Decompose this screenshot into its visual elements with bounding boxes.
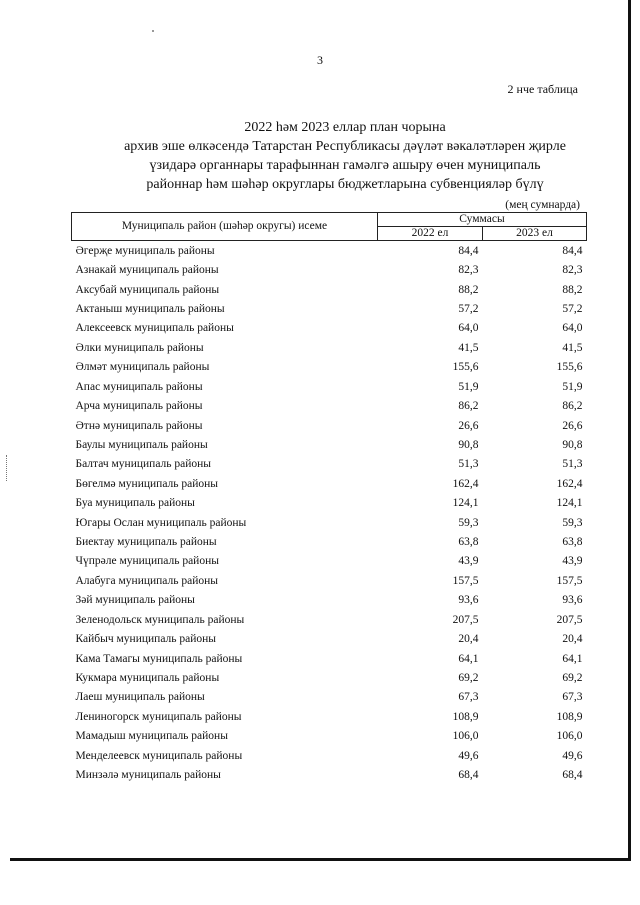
table-row [72, 474, 587, 493]
amount-2023: 49,6 [562, 749, 583, 762]
amount-2023: 90,8 [562, 438, 583, 451]
district-name: Әтнә муниципаль районы [75, 419, 203, 432]
table-label: 2 нче таблица [507, 82, 578, 96]
title-line: 2022 һәм 2023 еллар план чорына [244, 120, 446, 135]
amount-2022: 155,6 [452, 361, 479, 374]
units-note: (мең сумнарда) [505, 199, 580, 211]
amount-2023: 67,3 [562, 691, 583, 704]
district-name: Кайбыч муниципаль районы [75, 633, 217, 646]
amount-2022: 207,5 [452, 613, 479, 626]
table-row [72, 260, 587, 279]
table-row [72, 493, 587, 512]
district-name: Лениногорск муниципаль районы [75, 710, 242, 723]
amount-2023: 51,9 [562, 380, 583, 393]
amount-2022: 88,2 [458, 283, 479, 296]
amount-2022: 90,8 [458, 438, 479, 451]
amount-2023: 124,1 [556, 497, 583, 510]
table-row [72, 532, 587, 551]
amount-2023: 162,4 [556, 477, 583, 490]
table-row [72, 629, 587, 648]
district-name: Апас муниципаль районы [75, 380, 203, 393]
amount-2023: 43,9 [562, 555, 583, 568]
page-number: 3 [317, 53, 323, 67]
amount-2023: 157,5 [556, 574, 583, 587]
scan-speck [152, 30, 154, 32]
district-name: Баулы муниципаль районы [75, 438, 208, 451]
amount-2022: 84,4 [458, 244, 479, 257]
column-header-sum: Суммасы [378, 213, 587, 227]
table-row [72, 358, 587, 377]
table-row [72, 396, 587, 415]
amount-2022: 108,9 [452, 710, 479, 723]
amount-2023: 41,5 [562, 341, 583, 354]
amount-2022: 51,9 [458, 380, 479, 393]
title-line: районнар һәм шәһәр округлары бюджетларына субвенцияләр бүлү [146, 177, 544, 192]
amount-2023: 93,6 [562, 594, 583, 607]
district-name: Әгерҗе муниципаль районы [75, 244, 215, 257]
subvention-table [71, 212, 587, 785]
amount-2023: 64,0 [562, 322, 583, 335]
table-body [72, 241, 587, 785]
amount-2022: 20,4 [458, 633, 479, 646]
amount-2022: 49,6 [458, 749, 479, 762]
district-name: Лаеш муниципаль районы [75, 691, 205, 704]
amount-2023: 86,2 [562, 400, 583, 413]
table-row [72, 377, 587, 396]
amount-2023: 51,3 [562, 458, 583, 471]
district-name: Зеленодольск муниципаль районы [75, 613, 245, 626]
district-name: Бөгелмә муниципаль районы [75, 477, 219, 490]
table-row [72, 727, 587, 746]
table-row [72, 338, 587, 357]
table-row [72, 241, 587, 261]
amount-2022: 64,0 [458, 322, 479, 335]
district-name: Балтач муниципаль районы [75, 458, 212, 471]
amount-2022: 57,2 [458, 302, 479, 315]
amount-2022: 93,6 [458, 594, 479, 607]
table-row [72, 688, 587, 707]
amount-2022: 51,3 [458, 458, 479, 471]
district-name: Аксубай муниципаль районы [75, 283, 220, 296]
district-name: Чүпрәле муниципаль районы [75, 555, 219, 568]
amount-2022: 157,5 [452, 574, 479, 587]
amount-2022: 68,4 [458, 769, 479, 782]
amount-2023: 68,4 [562, 769, 583, 782]
amount-2022: 59,3 [458, 516, 479, 529]
amount-2023: 69,2 [562, 671, 583, 684]
amount-2022: 67,3 [458, 691, 479, 704]
table-row [72, 707, 587, 726]
document-title [60, 118, 630, 194]
district-name: Зәй муниципаль районы [75, 594, 195, 607]
district-name: Менделеевск муниципаль районы [75, 749, 243, 762]
table-row [72, 280, 587, 299]
table-row [72, 746, 587, 765]
district-name: Югары Ослан муниципаль районы [75, 516, 247, 529]
scan-edge-right [628, 0, 631, 861]
amount-2022: 69,2 [458, 671, 479, 684]
amount-2022: 82,3 [458, 264, 479, 277]
table-row [72, 765, 587, 784]
amount-2023: 20,4 [562, 633, 583, 646]
amount-2023: 64,1 [562, 652, 583, 665]
amount-2022: 43,9 [458, 555, 479, 568]
district-name: Арча муниципаль районы [75, 400, 203, 413]
table-row [72, 435, 587, 454]
amount-2022: 106,0 [452, 730, 479, 743]
amount-2023: 88,2 [562, 283, 583, 296]
table-row [72, 299, 587, 318]
amount-2023: 63,8 [562, 536, 583, 549]
district-name: Әлмәт муниципаль районы [75, 361, 210, 374]
amount-2023: 82,3 [562, 264, 583, 277]
scan-edge-bottom [10, 858, 628, 861]
district-name: Әлки муниципаль районы [75, 341, 204, 354]
district-name: Кама Тамагы муниципаль районы [75, 652, 243, 665]
table-row [72, 610, 587, 629]
district-name: Актаныш муниципаль районы [75, 302, 225, 315]
amount-2022: 63,8 [458, 536, 479, 549]
district-name: Азнакай муниципаль районы [75, 264, 219, 277]
district-name: Кукмара муниципаль районы [75, 671, 220, 684]
district-name: Алексеевск муниципаль районы [75, 322, 234, 335]
amount-2023: 57,2 [562, 302, 583, 315]
table-row [72, 416, 587, 435]
amount-2023: 108,9 [556, 710, 583, 723]
table-row [72, 513, 587, 532]
amount-2022: 124,1 [452, 497, 479, 510]
column-header-2023: 2023 ел [483, 227, 587, 241]
amount-2022: 86,2 [458, 400, 479, 413]
amount-2023: 106,0 [556, 730, 583, 743]
amount-2023: 155,6 [556, 361, 583, 374]
margin-marks [6, 455, 9, 481]
amount-2023: 59,3 [562, 516, 583, 529]
district-name: Буа муниципаль районы [75, 497, 195, 510]
amount-2023: 26,6 [562, 419, 583, 432]
amount-2022: 26,6 [458, 419, 479, 432]
table-row [72, 319, 587, 338]
column-header-name: Муниципаль район (шәһәр округы) исеме [72, 213, 378, 241]
district-name: Алабуга муниципаль районы [75, 574, 219, 587]
table-row [72, 571, 587, 590]
column-header-2022: 2022 ел [378, 227, 483, 241]
table-row [72, 668, 587, 687]
table-row [72, 591, 587, 610]
title-line: архив эше өлкәсендә Татарстан Республикасы дәүләт вәкаләтләрен җирле [124, 139, 566, 154]
amount-2022: 162,4 [452, 477, 479, 490]
amount-2022: 64,1 [458, 652, 479, 665]
district-name: Биектау муниципаль районы [75, 536, 217, 549]
district-name: Минзәлә муниципаль районы [75, 769, 221, 782]
table-row [72, 552, 587, 571]
amount-2023: 84,4 [562, 244, 583, 257]
title-line: үзидарә органнары тарафыннан гамәлгә ашыру өчен муниципаль [149, 158, 541, 173]
table-row [72, 649, 587, 668]
amount-2022: 41,5 [458, 341, 479, 354]
district-name: Мамадыш муниципаль районы [75, 730, 228, 743]
table-row [72, 455, 587, 474]
amount-2023: 207,5 [556, 613, 583, 626]
